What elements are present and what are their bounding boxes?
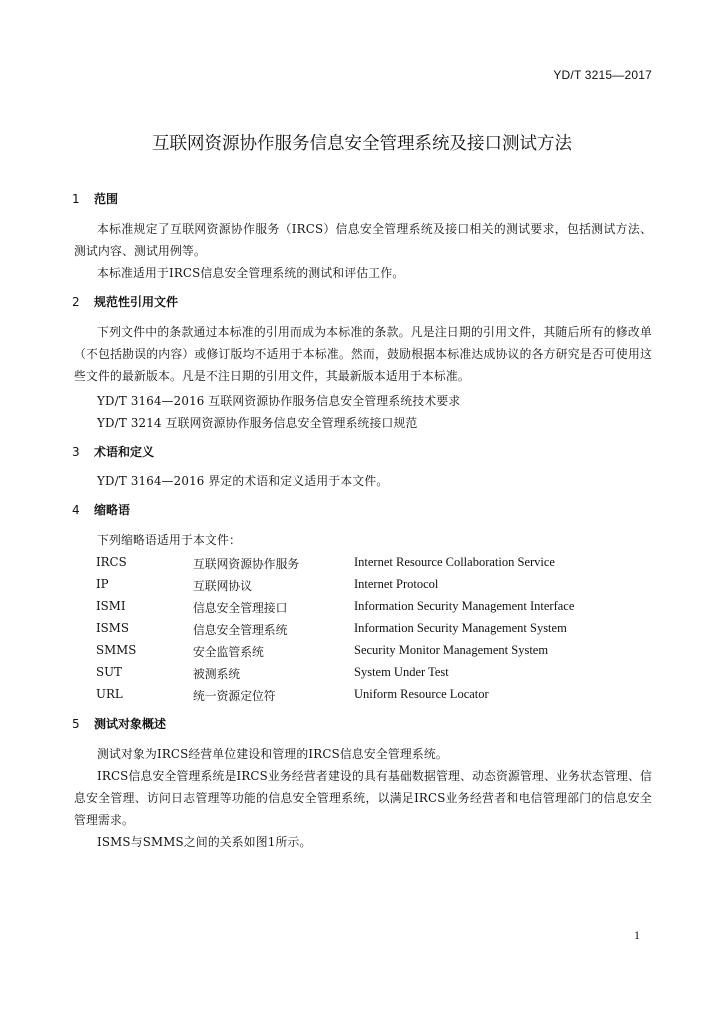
section-number: 2 <box>72 295 80 309</box>
section-5-paragraph-1: 测试对象为IRCS经营单位建设和管理的IRCS信息安全管理系统。 <box>97 747 448 761</box>
abbr-english-cell: Information Security Management System <box>354 621 567 635</box>
abbr-cell: IRCS <box>96 555 127 569</box>
abbr-cell: SUT <box>96 665 122 679</box>
reference-item: YD/T 3164—2016 互联网资源协作服务信息安全管理系统技术要求 <box>97 394 461 408</box>
document-title: 互联网资源协作服务信息安全管理系统及接口测试方法 <box>152 134 572 154</box>
document-code: YD/T 3215—2017 <box>553 68 652 82</box>
abbr-english-cell: Internet Resource Collaboration Service <box>354 555 555 569</box>
section-5-paragraph-3: ISMS与SMMS之间的关系如图1所示。 <box>97 835 312 849</box>
abbr-chinese-cell: 信息安全管理系统 <box>193 623 288 637</box>
abbr-chinese-cell: 被测系统 <box>193 667 241 681</box>
abbreviations-intro: 下列缩略语适用于本文件： <box>97 533 241 547</box>
abbr-english-cell: Internet Protocol <box>354 577 439 591</box>
section-3-paragraph-1: YD/T 3164—2016 界定的术语和定义适用于本文件。 <box>97 474 389 488</box>
section-title: 术语和定义 <box>94 445 155 459</box>
section-1-paragraph-2: 本标准适用于IRCS信息安全管理系统的测试和评估工作。 <box>97 266 405 280</box>
section-title: 缩略语 <box>94 503 131 517</box>
abbr-english-cell: Information Security Management Interface <box>354 599 575 613</box>
section-3-heading <box>72 443 154 460</box>
section-2-heading <box>72 293 178 310</box>
table-row <box>96 621 656 641</box>
table-row <box>96 577 656 597</box>
abbr-chinese-cell: 信息安全管理接口 <box>193 601 288 615</box>
page-number: 1 <box>634 928 640 942</box>
abbr-chinese-cell: 统一资源定位符 <box>193 689 276 703</box>
section-5-paragraph-2: IRCS信息安全管理系统是IRCS业务经营者建设的具有基础数据管理、动态资源管理、业务状态管理、信息安全管理、访问日志管理等功能的信息安全管理系统，以满足IRCS业务经营者和电信管理部门的信息安全管理需求。 <box>74 769 652 827</box>
abbr-chinese-cell: 互联网协议 <box>193 579 252 593</box>
table-row <box>96 643 656 663</box>
abbr-cell: IP <box>96 577 109 591</box>
section-number: 3 <box>72 445 80 459</box>
section-number: 5 <box>72 717 80 731</box>
abbr-english-cell: Uniform Resource Locator <box>354 687 489 701</box>
section-number: 1 <box>72 192 80 206</box>
abbr-cell: SMMS <box>96 643 137 657</box>
abbr-cell: URL <box>96 687 123 701</box>
abbr-cell: ISMS <box>96 621 129 635</box>
section-1-paragraph-1: 本标准规定了互联网资源协作服务（IRCS）信息安全管理系统及接口相关的测试要求，包括测试方法、测试内容、测试用例等。 <box>74 222 652 258</box>
table-row <box>96 555 656 575</box>
section-title: 范围 <box>94 192 119 206</box>
section-number: 4 <box>72 503 80 517</box>
reference-item: YD/T 3214 互联网资源协作服务信息安全管理系统接口规范 <box>97 416 418 430</box>
section-5-heading <box>72 715 166 732</box>
abbr-chinese-cell: 安全监管系统 <box>193 645 264 659</box>
section-title: 测试对象概述 <box>94 717 167 731</box>
section-4-heading <box>72 501 130 518</box>
section-2-paragraph-1: 下列文件中的条款通过本标准的引用而成为本标准的条款。凡是注日期的引用文件，其随后所有的修改单（不包括勘误的内容）或修订版均不适用于本标准。然而，鼓励根据本标准达成协议的各方研究是否可使用这些文件的最新版本。凡是不注日期的引用文件，其最新版本适用于本标准。 <box>74 325 652 383</box>
abbr-cell: ISMI <box>96 599 126 613</box>
table-row <box>96 687 656 707</box>
abbr-english-cell: System Under Test <box>354 665 449 679</box>
abbr-english-cell: Security Monitor Management System <box>354 643 549 657</box>
section-title: 规范性引用文件 <box>94 295 179 309</box>
table-row <box>96 599 656 619</box>
section-1-heading <box>72 190 118 207</box>
table-row <box>96 665 656 685</box>
abbr-chinese-cell: 互联网资源协作服务 <box>193 557 300 571</box>
